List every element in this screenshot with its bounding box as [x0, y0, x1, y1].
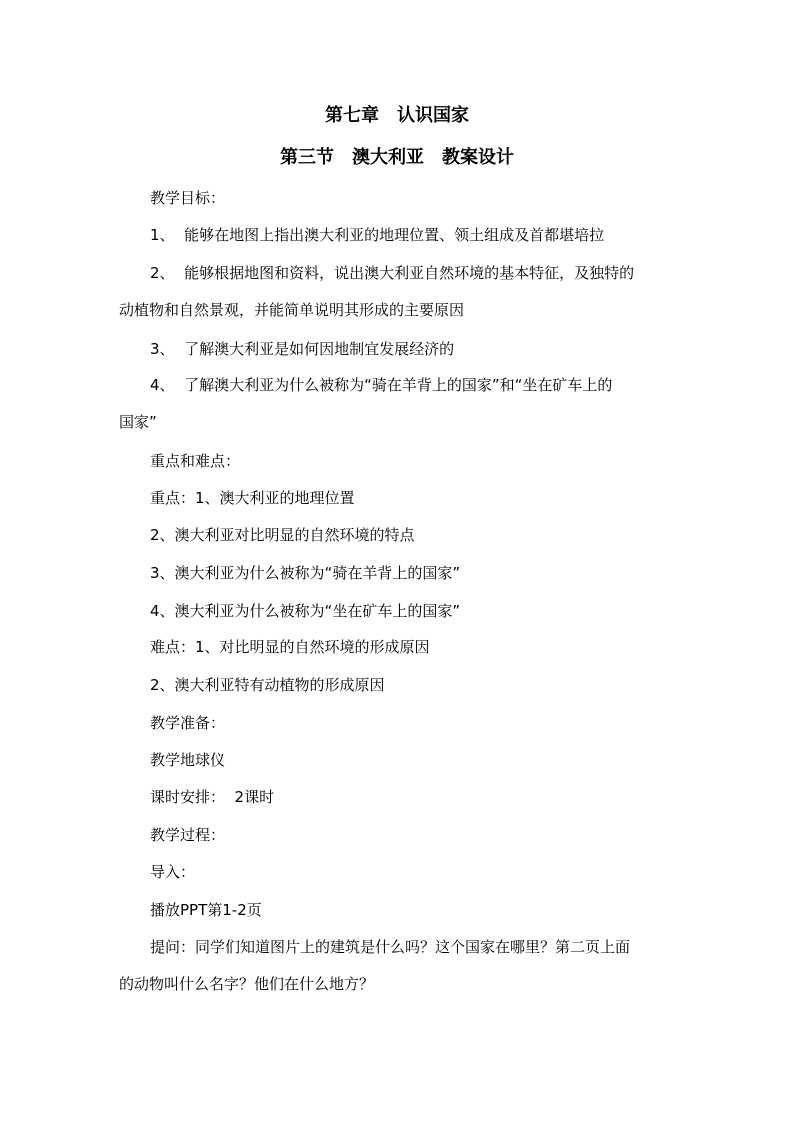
text-line: 3、 了解澳大利亚是如何因地制宜发展经济的	[150, 340, 455, 358]
text-line: 课时安排： 2课时	[150, 788, 275, 806]
text-line: 2、澳大利亚特有动植物的形成原因	[150, 676, 385, 694]
text-line: 重点：1、澳大利亚的地理位置	[150, 489, 355, 507]
text-line: 教学地球仪	[150, 751, 226, 769]
text-line: 教学准备：	[150, 714, 226, 732]
text-line: 教学目标：	[150, 189, 226, 207]
text-line: 教学过程：	[150, 826, 226, 844]
text-line: 导入：	[150, 863, 196, 881]
text-line: 2、澳大利亚对比明显的自然环境的特点	[150, 526, 415, 544]
text-line: 难点：1、对比明显的自然环境的形成原因	[150, 638, 430, 656]
section-title: 第三节 澳大利亚 教案设计	[280, 147, 514, 168]
text-line: 4、 了解澳大利亚为什么被称为“骑在羊背上的国家”和“坐在矿车上的	[150, 376, 613, 394]
text-line: 动植物和自然景观，并能简单说明其形成的主要原因	[119, 301, 465, 319]
text-line: 提问：同学们知道图片上的建筑是什么吗？这个国家在哪里？第二页上面	[150, 938, 631, 956]
text-line: 播放PPT第1-2页	[150, 901, 262, 919]
text-line: 国家”	[119, 413, 157, 431]
text-line: 1、 能够在地图上指出澳大利亚的地理位置、领土组成及首都堪培拉	[150, 226, 605, 244]
text-line: 2、 能够根据地图和资料，说出澳大利亚自然环境的基本特征，及独特的	[150, 264, 635, 282]
text-line: 3、澳大利亚为什么被称为“骑在羊背上的国家”	[150, 564, 461, 582]
chapter-title: 第七章 认识国家	[325, 105, 469, 126]
text-line: 4、澳大利亚为什么被称为“坐在矿车上的国家”	[150, 602, 461, 620]
text-line: 重点和难点：	[150, 452, 241, 470]
text-line: 的动物叫什么名字？他们在什么地方？	[119, 975, 375, 993]
